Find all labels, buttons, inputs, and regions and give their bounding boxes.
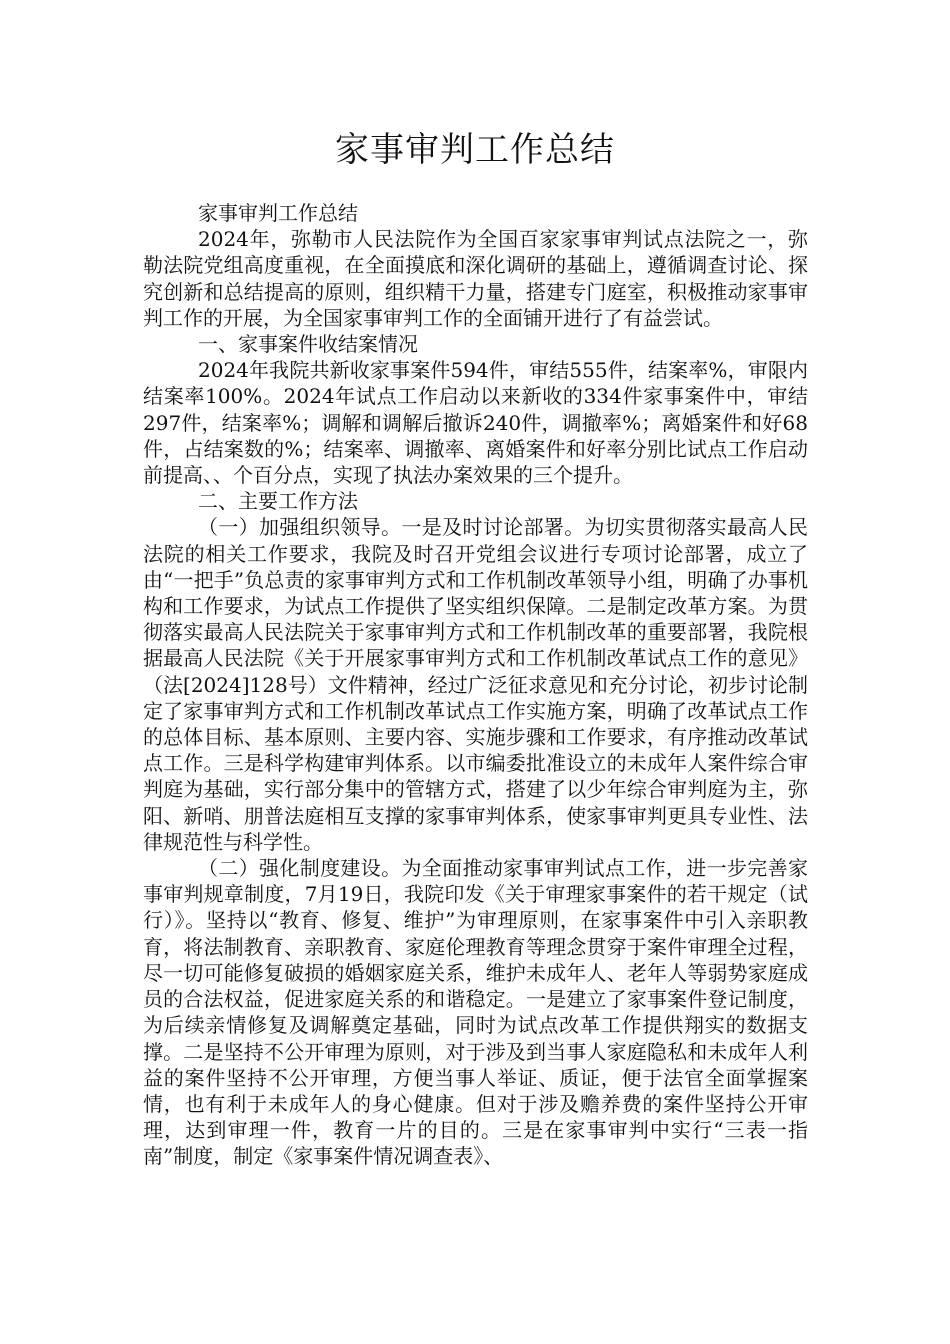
paragraph-organization: （一）加强组织领导。一是及时讨论部署。为切实贯彻落实最高人民法院的相关工作要求，我院及时召开党组会议进行专项讨论部署，成立了由“一把手”负总责的家事审判方式和工作机制改革领导小组，明确了办事机构和工作要求，为试点工作提供了坚实组织保障。二是制定改革方案。为贯彻落实最高人民法院关于家事审判方式和工作机制改革的重要部署，我院根据最高人民法院《关于开展家事审判方式和工作机制改革试点工作的意见》（法[2024]128号）文件精神，经过广泛征求意见和充分讨论，初步讨论制定了家事审判方式和工作机制改革试点工作实施方案，明确了改革试点工作的总体目标、基本原则、主要内容、实施步骤和工作要求，有序推动改革试点工作。三是科学构建审判体系。以市编委批准设立的未成年人案件综合审判庭为基础，实行部分集中的管辖方式，搭建了以少年综合审判庭为主，弥阳、新哨、朋普法庭相互支撑的家事审判体系，使家事审判更具专业性、法律规范性与科学性。 bbox=[143, 515, 808, 854]
document-body bbox=[143, 200, 808, 1170]
paragraph-intro: 2024年，弥勒市人民法院作为全国百家家事审判试点法院之一，弥勒法院党组高度重视，在全面摸底和深化调研的基础上，遵循调查讨论、探究创新和总结提高的原则，组织精干力量，搭建专门庭室，积极推动家事审判工作的开展，为全国家事审判工作的全面铺开进行了有益尝试。 bbox=[143, 227, 808, 330]
document-title: 家事审判工作总结 bbox=[335, 130, 615, 170]
paragraph-case-statistics: 2024年我院共新收家事案件594件，审结555件，结案率%，审限内结案率100%。2024年试点工作启动以来新收的334件家事案件中，审结297件，结案率%；调解和调解后撤诉240件，调撤率%；离婚案件和好68件，占结案数的%；结案率、调撤率、离婚案件和好率分别比试点工作启动前提高、、个百分点，实现了执法办案效果的三个提升。 bbox=[143, 358, 808, 488]
paragraph-system-building: （二）强化制度建设。为全面推动家事审判试点工作，进一步完善家事审判规章制度，7月19日，我院印发《关于审理家事案件的若干规定（试行）》。坚持以“教育、修复、维护”为审理原则，在家事案件中引入亲职教育，将法制教育、亲职教育、家庭伦理教育等理念贯穿于案件审理全过程，尽一切可能修复破损的婚姻家庭关系，维护未成年人、老年人等弱势家庭成员的合法权益，促进家庭关系的和谐稳定。一是建立了家事案件登记制度，为后续亲情修复及调解奠定基础，同时为试点改革工作提供翔实的数据支撑。二是坚持不公开审理为原则，对于涉及到当事人家庭隐私和未成年人利益的案件坚持不公开审理，方便当事人举证、质证，便于法官全面掌握案情，也有利于未成年人的身心健康。但对于涉及赡养费的案件坚持公开审理，达到审理一件，教育一片的目的。三是在家事审判中实行“三表一指南”制度，制定《家事案件情况调查表》、 bbox=[143, 856, 808, 1169]
section-heading-2: 二、主要工作方法 bbox=[198, 489, 358, 514]
section-heading-1: 一、家事案件收结案情况 bbox=[198, 332, 418, 357]
paragraph-heading-repeat: 家事审判工作总结 bbox=[198, 201, 358, 225]
